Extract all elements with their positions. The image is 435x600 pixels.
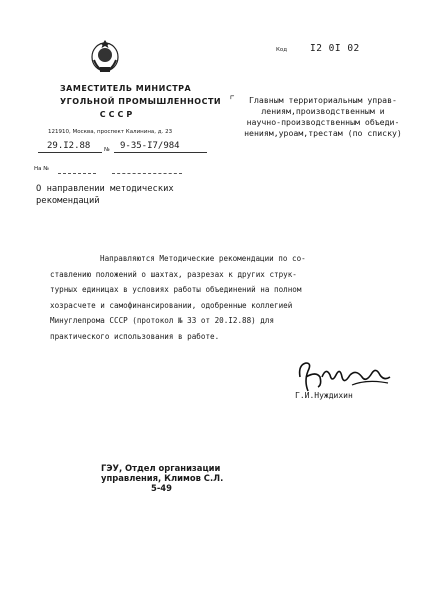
body-line: Направляются Методические рекомендации по со- [100,254,306,263]
number-label: № [104,147,110,153]
sender-country: СССР [99,110,136,119]
body-line: турных единицах в условиях работы объединений на полном [50,285,302,294]
incoming-date-line [112,173,182,174]
body-line: Минуглепрома СССР (протокол № 33 от 20.I2.88) для [50,316,275,325]
sender-address: 121910, Москва, проспект Калинина, д. 23 [48,129,173,135]
signer-name: Г.И.Нуждихин [295,391,353,400]
letter-number: 9-35-I7/984 [120,141,180,151]
incoming-number-label: На № [34,166,49,172]
date-underline [38,152,102,153]
number-underline [114,152,207,153]
subject-line: О направлении методических [36,184,174,194]
recipient-line: лениям,производственным и [261,106,385,116]
footer-block [101,463,223,493]
subject-line: рекомендаций [36,195,100,206]
body-text [50,251,400,344]
footer-line: управления, Климов С.Л. [101,473,224,483]
recipient-block [229,93,413,139]
recipient-bracket: ⌜ [229,93,236,106]
sender-ministry: УГОЛЬНОЙ ПРОМЫШЛЕННОСТИ [60,97,222,106]
code-label: Код [276,47,288,53]
footer-line: ГЭУ, Отдел организации [101,463,221,473]
letter-date: 29.I2.88 [47,141,91,151]
body-line: практического использования в работе. [50,331,220,341]
recipient-line: Главным территориальным управ- [249,95,397,105]
body-line: хозрасчете и самофинансировании, одобренные коллегией [50,300,293,310]
state-emblem-icon [90,40,120,74]
subject-block [36,184,174,207]
incoming-number-line [58,173,96,174]
recipient-line: научно-производственным объеди- [246,117,400,127]
recipient-line: нениям,уроам,трестам (по списку) [244,128,402,138]
footer-phone: 5-49 [151,483,172,493]
code-value: I2 0I 02 [310,43,360,54]
body-line: ставлению положений о шахтах, разрезах к других струк- [50,269,297,279]
sender-title: ЗАМЕСТИТЕЛЬ МИНИСТРА [60,84,192,93]
